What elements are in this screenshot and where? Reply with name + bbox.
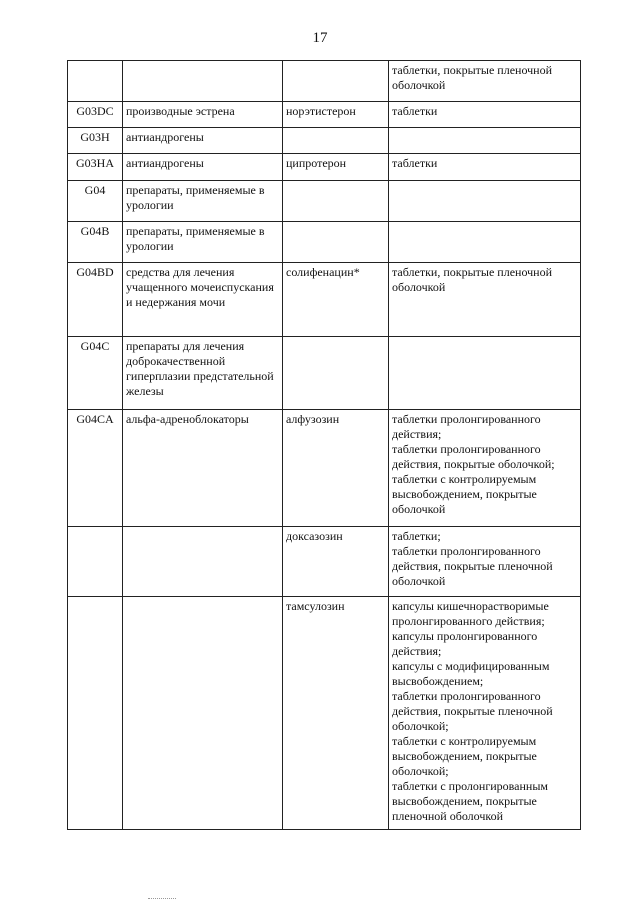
dosage-forms-cell [389, 410, 581, 527]
dosage-forms-cell [389, 597, 581, 830]
atc-code-cell: G04B [68, 222, 123, 263]
dosage-form-text: таблетки пролонгированного действия, покрытые оболочкой; [392, 442, 555, 471]
dosage-form-text: капсулы кишечнорастворимые пролонгированного действия; [392, 599, 549, 628]
drug-cell [283, 337, 389, 410]
drug-cell [283, 128, 389, 154]
dosage-forms-cell [389, 181, 581, 222]
dosage-forms-cell [389, 527, 581, 597]
atc-code-cell: G04BD [68, 263, 123, 337]
dosage-forms-cell [389, 154, 581, 181]
atc-code-cell [68, 61, 123, 102]
drug-cell: тамсулозин [283, 597, 389, 830]
group-cell: препараты, применяемые в урологии [123, 181, 283, 222]
group-cell [123, 597, 283, 830]
group-cell: препараты, применяемые в урологии [123, 222, 283, 263]
table-row [68, 263, 581, 337]
atc-code-cell: G03DC [68, 102, 123, 128]
table-row [68, 181, 581, 222]
dosage-forms-cell [389, 337, 581, 410]
dosage-form-text: таблетки пролонгированного действия, покрытые пленочной оболочкой; [392, 689, 553, 733]
dosage-forms-cell [389, 61, 581, 102]
group-cell: средства для лечения учащенного мочеиспускания и недержания мочи [123, 263, 283, 337]
group-cell [123, 61, 283, 102]
drug-cell [283, 181, 389, 222]
drug-cell [283, 61, 389, 102]
dosage-form-text: таблетки [392, 156, 438, 170]
atc-code-cell: G04CA [68, 410, 123, 527]
atc-code-cell: G03HA [68, 154, 123, 181]
drug-cell: алфузозин [283, 410, 389, 527]
table-row [68, 102, 581, 128]
table-row [68, 154, 581, 181]
group-cell [123, 527, 283, 597]
group-cell: производные эстрена [123, 102, 283, 128]
drug-cell: ципротерон [283, 154, 389, 181]
table-row [68, 337, 581, 410]
dosage-forms-cell [389, 263, 581, 337]
dosage-forms-cell [389, 102, 581, 128]
drug-cell [283, 222, 389, 263]
table-row [68, 61, 581, 102]
dosage-form-text: таблетки пролонгированного действия; [392, 412, 541, 441]
atc-code-cell: G04C [68, 337, 123, 410]
page-number: 17 [312, 30, 328, 46]
drug-cell: солифенацин* [283, 263, 389, 337]
dosage-forms-cell [389, 222, 581, 263]
scan-artifact-line [148, 898, 176, 900]
group-cell: антиандрогены [123, 128, 283, 154]
dosage-form-text: капсулы с модифицированным высвобождением; [392, 659, 550, 688]
table-row [68, 222, 581, 263]
atc-code-cell [68, 527, 123, 597]
dosage-form-text: таблетки с контролируемым высвобождением, покрытые оболочкой [392, 472, 537, 516]
dosage-form-text: таблетки с контролируемым высвобождением, покрытые оболочкой; [392, 734, 537, 778]
dosage-form-text: таблетки [392, 104, 438, 118]
atc-code-cell [68, 597, 123, 830]
group-cell: препараты для лечения доброкачественной гиперплазии предстательной железы [123, 337, 283, 410]
group-cell: антиандрогены [123, 154, 283, 181]
dosage-forms-cell [389, 128, 581, 154]
drug-cell: доксазозин [283, 527, 389, 597]
dosage-form-text: таблетки пролонгированного действия, покрытые пленочной оболочкой [392, 544, 553, 588]
dosage-form-text: таблетки, покрытые пленочной оболочкой [392, 63, 553, 92]
table-row [68, 597, 581, 830]
drug-classification-table [67, 60, 581, 830]
atc-code-cell: G04 [68, 181, 123, 222]
atc-code-cell: G03H [68, 128, 123, 154]
drug-cell: норэтистерон [283, 102, 389, 128]
dosage-form-text: капсулы пролонгированного действия; [392, 629, 538, 658]
dosage-form-text: таблетки, покрытые пленочной оболочкой [392, 265, 553, 294]
group-cell: альфа-адреноблокаторы [123, 410, 283, 527]
table-row [68, 128, 581, 154]
table-row [68, 410, 581, 527]
dosage-form-text: таблетки; [392, 529, 441, 543]
table-row [68, 527, 581, 597]
dosage-form-text: таблетки с пролонгированным высвобождением, покрытые пленочной оболочкой [392, 779, 549, 823]
